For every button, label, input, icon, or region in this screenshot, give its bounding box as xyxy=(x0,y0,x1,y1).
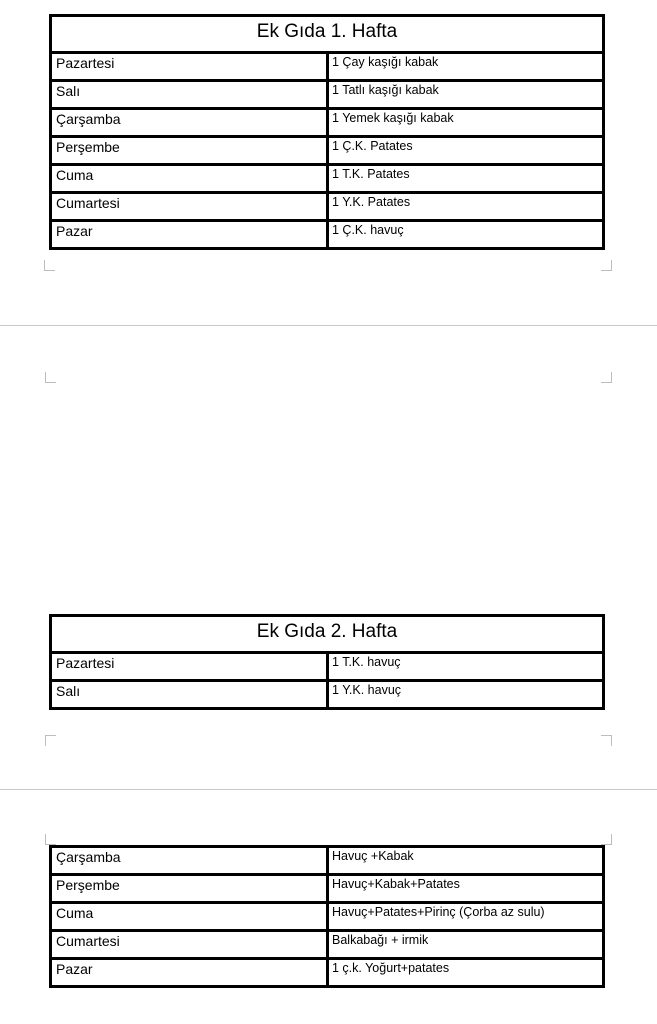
margin-mark xyxy=(45,834,56,845)
food-cell: 1 Ç.K. Patates xyxy=(329,138,602,166)
table-row xyxy=(52,876,602,904)
table-row xyxy=(52,960,602,985)
table-row xyxy=(52,138,602,166)
day-cell: Perşembe xyxy=(52,876,329,904)
food-cell: 1 Çay kaşığı kabak xyxy=(329,54,602,82)
table-header-row xyxy=(52,617,602,654)
table-row xyxy=(52,932,602,960)
food-cell: 1 T.K. Patates xyxy=(329,166,602,194)
day-cell: Cumartesi xyxy=(52,932,329,960)
table-row xyxy=(52,904,602,932)
day-cell: Çarşamba xyxy=(52,848,329,876)
food-cell: 1 Ç.K. havuç xyxy=(332,223,404,237)
table-row xyxy=(52,110,602,138)
page-separator xyxy=(0,325,657,326)
food-cell: 1 T.K. havuç xyxy=(329,654,602,682)
day-cell: Pazartesi xyxy=(52,54,329,82)
table-row xyxy=(52,654,602,682)
margin-mark xyxy=(601,735,612,746)
day-cell: Salı xyxy=(52,82,329,110)
day-cell: Perşembe xyxy=(52,138,329,166)
table-row xyxy=(52,166,602,194)
day-cell: Çarşamba xyxy=(52,110,329,138)
margin-mark xyxy=(45,735,56,746)
day-cell: Cuma xyxy=(52,904,329,932)
week2-title: Ek Gıda 2. Hafta xyxy=(52,617,602,654)
margin-mark xyxy=(601,834,612,845)
margin-mark xyxy=(601,372,612,383)
food-cell: Havuç+Kabak+Patates xyxy=(329,876,602,904)
week2-continued-table xyxy=(49,845,605,988)
margin-mark xyxy=(601,260,612,271)
table-row xyxy=(52,82,602,110)
food-cell: Havuç +Kabak xyxy=(329,848,602,876)
food-cell: 1 ç.k. Yoğurt+patates xyxy=(332,961,450,975)
table-row xyxy=(52,222,602,247)
margin-mark xyxy=(45,372,56,383)
food-cell: 1 Tatlı kaşığı kabak xyxy=(329,82,602,110)
day-cell: Cumartesi xyxy=(52,194,329,222)
food-cell: 1 Yemek kaşığı kabak xyxy=(329,110,602,138)
food-cell: Havuç+Patates+Pirinç (Çorba az sulu) xyxy=(329,904,602,932)
day-cell: Pazartesi xyxy=(52,654,329,682)
table-row xyxy=(52,848,602,876)
week1-title: Ek Gıda 1. Hafta xyxy=(52,17,602,54)
food-cell: Balkabağı + irmik xyxy=(329,932,602,960)
table-row xyxy=(52,54,602,82)
day-cell: Cuma xyxy=(52,166,329,194)
table-row xyxy=(52,682,602,707)
page-separator xyxy=(0,789,657,790)
week1-table xyxy=(49,14,605,250)
day-cell: Pazar xyxy=(52,222,329,247)
table-row xyxy=(52,194,602,222)
day-cell: Pazar xyxy=(52,960,329,985)
table-header-row xyxy=(52,17,602,54)
day-cell: Salı xyxy=(52,682,329,707)
margin-mark xyxy=(44,260,55,271)
week2-table xyxy=(49,614,605,710)
food-cell: 1 Y.K. Patates xyxy=(329,194,602,222)
food-cell: 1 Y.K. havuç xyxy=(332,683,402,697)
